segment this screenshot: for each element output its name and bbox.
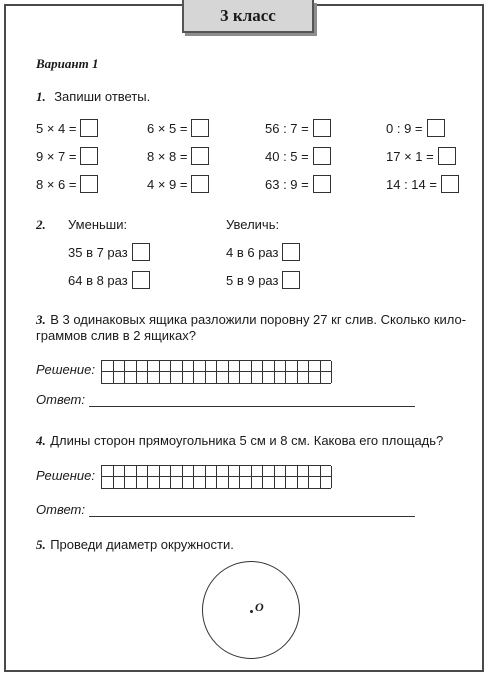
task1-item: 6 × 5 = <box>147 119 209 137</box>
task2-item: 5 в 9 раз <box>226 271 300 289</box>
task3-solution-label: Решение: <box>36 362 96 377</box>
task2-item: 4 в 6 раз <box>226 243 300 261</box>
grid-line <box>193 361 194 383</box>
grid-line <box>124 466 125 488</box>
grid-line <box>113 361 114 383</box>
grid-line <box>193 466 194 488</box>
answer-line[interactable] <box>89 406 415 407</box>
solution-grid[interactable] <box>101 465 331 489</box>
task1-item: 17 × 1 = <box>386 147 456 165</box>
grid-line <box>136 466 137 488</box>
grid-line <box>101 371 331 372</box>
grid-line <box>308 361 309 383</box>
grid-line <box>308 466 309 488</box>
grid-line <box>239 466 240 488</box>
grid-line <box>136 361 137 383</box>
grid-line <box>285 466 286 488</box>
circle-center-label: O <box>255 600 264 614</box>
grid-line <box>159 466 160 488</box>
answer-box[interactable] <box>80 147 98 165</box>
grid-line <box>228 361 229 383</box>
answer-box[interactable] <box>313 175 331 193</box>
grid-line <box>262 361 263 383</box>
page-title: 3 класс <box>182 0 314 33</box>
grid-line <box>331 466 332 488</box>
answer-box[interactable] <box>438 147 456 165</box>
grid-line <box>216 466 217 488</box>
answer-box[interactable] <box>191 175 209 193</box>
grid-line <box>101 466 102 488</box>
task2-item: 35 в 7 раз <box>68 243 150 261</box>
task1-heading <box>36 88 150 106</box>
grid-line <box>101 476 331 477</box>
task1-item: 0 : 9 = <box>386 119 445 137</box>
task1-item: 4 × 9 = <box>147 175 209 193</box>
task2-right-title: Увеличь: <box>226 217 280 232</box>
task1-item: 63 : 9 = <box>265 175 331 193</box>
grid-line <box>147 466 148 488</box>
grid-line <box>159 361 160 383</box>
answer-box[interactable] <box>313 147 331 165</box>
grid-line <box>274 466 275 488</box>
answer-box[interactable] <box>80 175 98 193</box>
grid-line <box>147 361 148 383</box>
answer-box[interactable] <box>132 271 150 289</box>
task3-answer-label: Ответ: <box>36 392 85 407</box>
task2-left-title: Уменьши: <box>68 217 128 232</box>
task1-title: Запиши ответы. <box>54 89 151 104</box>
answer-box[interactable] <box>132 243 150 261</box>
grid-line <box>113 466 114 488</box>
grid-line <box>182 361 183 383</box>
task5-text: 5. Проведи диаметр окружности. <box>36 537 234 552</box>
answer-box[interactable] <box>80 119 98 137</box>
task1-item: 56 : 7 = <box>265 119 331 137</box>
answer-line[interactable] <box>89 516 415 517</box>
answer-box[interactable] <box>191 147 209 165</box>
task5-number: 5. <box>36 537 46 552</box>
grid-line <box>205 361 206 383</box>
task3-number: 3. <box>36 312 46 327</box>
task4-solution-label: Решение: <box>36 468 96 483</box>
grid-line <box>297 466 298 488</box>
task1-number: 1. <box>36 89 46 104</box>
answer-box[interactable] <box>282 271 300 289</box>
variant-label: Вариант 1 <box>36 56 99 71</box>
grid-line <box>182 466 183 488</box>
grid-line <box>320 361 321 383</box>
circle-center-dot <box>250 610 253 613</box>
grid-line <box>320 466 321 488</box>
grid-line <box>251 361 252 383</box>
task4-number: 4. <box>36 433 46 448</box>
grid-line <box>297 361 298 383</box>
solution-grid[interactable] <box>101 360 331 384</box>
grid-line <box>216 361 217 383</box>
task1-item: 8 × 6 = <box>36 175 98 193</box>
grid-line <box>101 361 102 383</box>
answer-box[interactable] <box>191 119 209 137</box>
answer-box[interactable] <box>282 243 300 261</box>
grid-line <box>251 466 252 488</box>
answer-box[interactable] <box>313 119 331 137</box>
answer-box[interactable] <box>427 119 445 137</box>
grid-line <box>262 466 263 488</box>
answer-box[interactable] <box>441 175 459 193</box>
grid-line <box>274 361 275 383</box>
grid-line <box>239 361 240 383</box>
task3-text-cont: граммов слив в 2 ящиках? <box>36 328 196 343</box>
grid-line <box>285 361 286 383</box>
task4-answer-label: Ответ: <box>36 502 85 517</box>
task1-item: 9 × 7 = <box>36 147 98 165</box>
task2-item: 64 в 8 раз <box>68 271 150 289</box>
grid-line <box>170 466 171 488</box>
grid-line <box>170 361 171 383</box>
grid-line <box>228 466 229 488</box>
task1-item: 8 × 8 = <box>147 147 209 165</box>
task4-text: 4. Длины сторон прямоугольника 5 см и 8 см. Какова его площадь? <box>36 433 444 448</box>
task1-item: 40 : 5 = <box>265 147 331 165</box>
task1-item: 5 × 4 = <box>36 119 98 137</box>
task2-number: 2. <box>36 217 46 232</box>
grid-line <box>124 361 125 383</box>
grid-line <box>331 361 332 383</box>
grid-line <box>205 466 206 488</box>
task1-item: 14 : 14 = <box>386 175 459 193</box>
task3-text: 3. В 3 одинаковых ящика разложили поровну 27 кг слив. Сколько кило- <box>36 312 467 327</box>
